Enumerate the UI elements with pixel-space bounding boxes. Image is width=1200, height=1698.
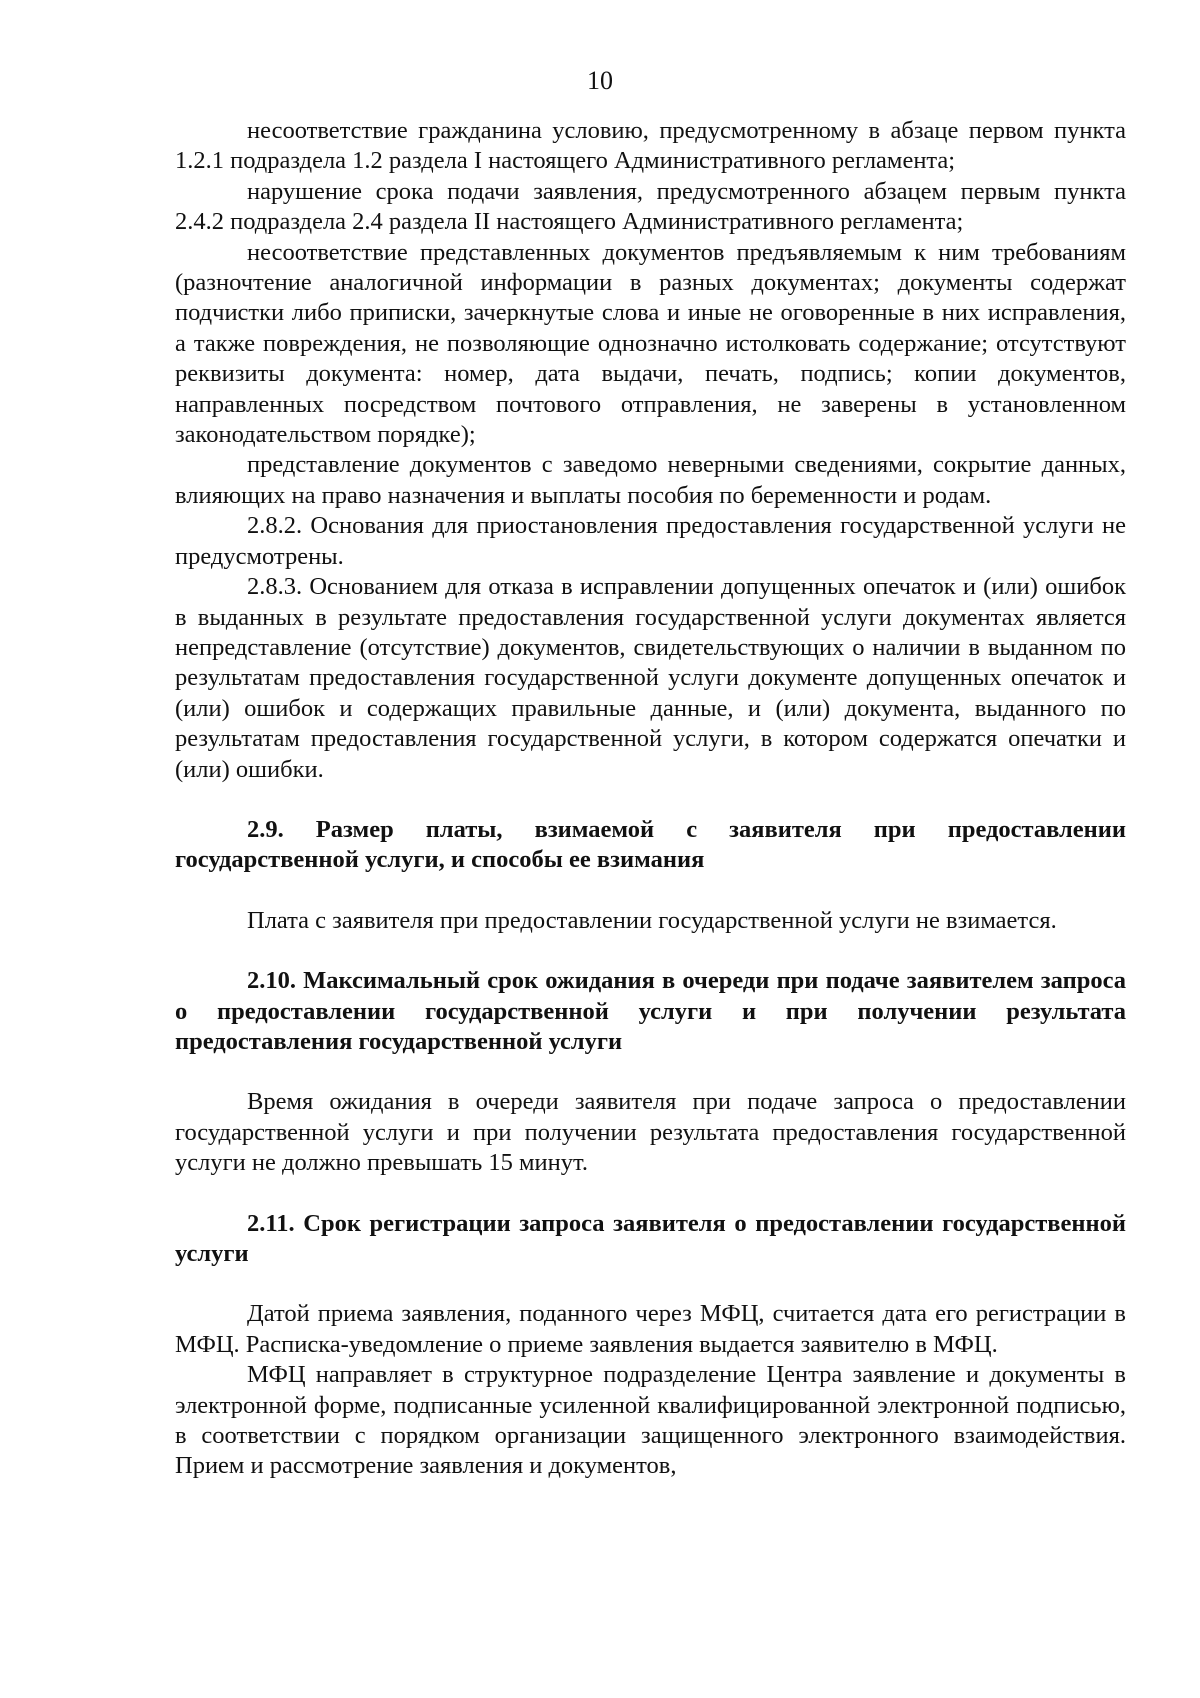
paragraph-fee: Плата с заявителя при предоставлении государственной услуги не взимается. [247,906,1057,934]
heading-waiting-time: 2.10. Максимальный срок ожидания в очереди при подаче заявителем запроса о предоставлении государственной услуги и при получении результата предоставления государственной услуги [175,967,1126,1055]
section-spacer [175,936,1126,966]
paragraph-document-requirements: несоответствие представленных документов предъявляемым к ним требованиям (разночтение аналогичной информации в разных документах; документы содержат подчистки либо приписки, зачеркнутые слова и иные не оговоренные в них исправления, а также повреждения, не позволяющие однозначно истолковать содержание; отсутствуют реквизиты документа: номер, дата выдачи, печать, подпись; копии документов, направленных посредством почтового отправления, не заверены в установленном законодательством порядке); [175,238,1126,449]
paragraph-mfc-transfer: МФЦ направляет в структурное подразделение Центра заявление и документы в электронной форме, подписанные усиленной квалифицированной электронной подписью, в соответствии с порядком организации защищенного электронного взаимодействия. Прием и рассмотрение заявления и документов, [175,1361,1126,1480]
heading-registration-time: 2.11. Срок регистрации запроса заявителя о предоставлении государственной услуги [175,1209,1126,1267]
paragraph-suspension-grounds: 2.8.2. Основания для приостановления предоставления государственной услуги не предусмотрены. [175,512,1126,570]
section-spacer [175,1057,1126,1087]
section-spacer [175,1179,1126,1209]
document-body [175,116,1126,1482]
paragraph-citizen-mismatch: несоответствие гражданина условию, предусмотренному в абзаце первом пункта 1.2.1 подраздела 1.2 раздела I настоящего Административного регламента; [175,117,1126,175]
paragraph-correction-refusal: 2.8.3. Основанием для отказа в исправлении допущенных опечаток и (или) ошибок в выданных в результате предоставления государственной услуги документах является непредставление (отсутствие) документов, свидетельствующих о наличии в выданном по результатам предоставления государственной услуги документе допущенных опечаток и (или) ошибок и содержащих правильные данные, и (или) документа, выданного по результатам предоставления государственной услуги, в котором содержатся опечатки и (или) ошибки. [175,573,1126,783]
heading-fee: 2.9. Размер платы, взимаемой с заявителя при предоставлении государственной услуги, и способы ее взимания [175,815,1126,874]
page-number: 10 [587,66,613,95]
paragraph-waiting-time: Время ожидания в очереди заявителя при подаче запроса о предоставлении государственной услуги и при получении результата предоставления государственной услуги не должно превышать 15 минут. [175,1088,1126,1177]
paragraph-false-information: представление документов с заведомо неверными сведениями, сокрытие данных, влияющих на право назначения и выплаты пособия по беременности и родам. [175,451,1126,509]
paragraph-application-date: Датой приема заявления, поданного через МФЦ, считается дата его регистрации в МФЦ. Расписка-уведомление о приеме заявления выдается заявителю в МФЦ. [175,1300,1126,1358]
section-spacer [175,785,1126,815]
section-spacer [175,876,1126,906]
section-spacer [175,1269,1126,1299]
paragraph-deadline-violation: нарушение срока подачи заявления, предусмотренного абзацем первым пункта 2.4.2 подраздела 2.4 раздела II настоящего Административного регламента; [175,177,1126,236]
